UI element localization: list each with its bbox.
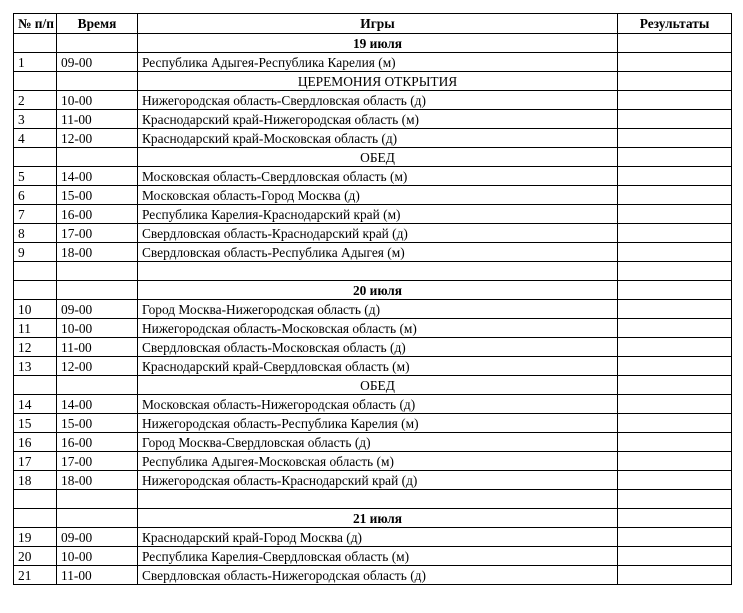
game-time: 14-00 xyxy=(57,395,138,414)
header-games: Игры xyxy=(138,14,618,34)
game-matchup: Республика Карелия-Краснодарский край (м) xyxy=(138,205,618,224)
game-time: 10-00 xyxy=(57,319,138,338)
game-matchup: Свердловская область-Краснодарский край (д) xyxy=(138,224,618,243)
table-row xyxy=(14,338,732,357)
event-label: ЦЕРЕМОНИЯ ОТКРЫТИЯ xyxy=(138,72,618,91)
game-matchup: Краснодарский край-Город Москва (д) xyxy=(138,528,618,547)
table-row xyxy=(14,471,732,490)
empty-cell xyxy=(14,262,57,281)
empty-cell xyxy=(57,509,138,528)
game-matchup: Нижегородская область-Московская область (м) xyxy=(138,319,618,338)
table-row xyxy=(14,452,732,471)
game-result xyxy=(618,205,732,224)
event-label: ОБЕД xyxy=(138,148,618,167)
table-row xyxy=(14,167,732,186)
empty-cell xyxy=(14,34,57,53)
empty-cell xyxy=(618,72,732,91)
game-result xyxy=(618,528,732,547)
game-matchup: Краснодарский край-Московская область (д) xyxy=(138,129,618,148)
event-row xyxy=(14,376,732,395)
empty-cell xyxy=(14,376,57,395)
game-matchup: Свердловская область-Республика Адыгея (м) xyxy=(138,243,618,262)
blank-row xyxy=(14,490,732,509)
empty-cell xyxy=(618,148,732,167)
table-row xyxy=(14,300,732,319)
empty-cell xyxy=(57,490,138,509)
game-number: 21 xyxy=(14,566,57,585)
game-time: 10-00 xyxy=(57,91,138,110)
game-time: 11-00 xyxy=(57,338,138,357)
game-number: 4 xyxy=(14,129,57,148)
game-number: 8 xyxy=(14,224,57,243)
game-time: 15-00 xyxy=(57,186,138,205)
game-result xyxy=(618,452,732,471)
game-time: 18-00 xyxy=(57,243,138,262)
game-result xyxy=(618,91,732,110)
empty-cell xyxy=(57,34,138,53)
game-time: 12-00 xyxy=(57,129,138,148)
table-row xyxy=(14,319,732,338)
game-number: 19 xyxy=(14,528,57,547)
empty-cell xyxy=(14,281,57,300)
table-row xyxy=(14,186,732,205)
game-time: 09-00 xyxy=(57,53,138,72)
empty-cell xyxy=(618,34,732,53)
game-result xyxy=(618,338,732,357)
game-number: 12 xyxy=(14,338,57,357)
day-header-row xyxy=(14,509,732,528)
game-matchup: Московская область-Свердловская область (м) xyxy=(138,167,618,186)
game-result xyxy=(618,471,732,490)
table-row xyxy=(14,53,732,72)
day-label: 21 июля xyxy=(138,509,618,528)
game-number: 9 xyxy=(14,243,57,262)
game-result xyxy=(618,186,732,205)
empty-cell xyxy=(14,509,57,528)
event-row xyxy=(14,72,732,91)
game-matchup: Свердловская область-Московская область (д) xyxy=(138,338,618,357)
game-number: 16 xyxy=(14,433,57,452)
game-number: 6 xyxy=(14,186,57,205)
table-row xyxy=(14,395,732,414)
game-number: 17 xyxy=(14,452,57,471)
empty-cell xyxy=(138,262,618,281)
empty-cell xyxy=(57,281,138,300)
game-number: 3 xyxy=(14,110,57,129)
empty-cell xyxy=(57,148,138,167)
game-result xyxy=(618,300,732,319)
day-label: 19 июля xyxy=(138,34,618,53)
table-row xyxy=(14,224,732,243)
game-number: 2 xyxy=(14,91,57,110)
empty-cell xyxy=(14,490,57,509)
game-result xyxy=(618,224,732,243)
game-time: 12-00 xyxy=(57,357,138,376)
empty-cell xyxy=(618,509,732,528)
game-number: 1 xyxy=(14,53,57,72)
table-row xyxy=(14,205,732,224)
game-time: 18-00 xyxy=(57,471,138,490)
game-number: 14 xyxy=(14,395,57,414)
game-number: 10 xyxy=(14,300,57,319)
game-matchup: Город Москва-Свердловская область (д) xyxy=(138,433,618,452)
game-number: 13 xyxy=(14,357,57,376)
game-matchup: Нижегородская область-Краснодарский край (д) xyxy=(138,471,618,490)
empty-cell xyxy=(618,376,732,395)
table-row xyxy=(14,433,732,452)
empty-cell xyxy=(57,72,138,91)
game-matchup: Свердловская область-Нижегородская область (д) xyxy=(138,566,618,585)
game-time: 09-00 xyxy=(57,300,138,319)
table-row xyxy=(14,547,732,566)
game-result xyxy=(618,566,732,585)
header-results: Результаты xyxy=(618,14,732,34)
game-time: 09-00 xyxy=(57,528,138,547)
table-row xyxy=(14,110,732,129)
header-time: Время xyxy=(57,14,138,34)
day-header-row xyxy=(14,281,732,300)
table-row xyxy=(14,357,732,376)
game-matchup: Краснодарский край-Нижегородская область (м) xyxy=(138,110,618,129)
game-matchup: Республика Адыгея-Республика Карелия (м) xyxy=(138,53,618,72)
table-row xyxy=(14,414,732,433)
schedule-body xyxy=(14,34,732,585)
day-header-row xyxy=(14,34,732,53)
game-time: 10-00 xyxy=(57,547,138,566)
table-row xyxy=(14,528,732,547)
event-row xyxy=(14,148,732,167)
game-number: 11 xyxy=(14,319,57,338)
game-result xyxy=(618,129,732,148)
table-row xyxy=(14,566,732,585)
game-time: 14-00 xyxy=(57,167,138,186)
schedule-table xyxy=(13,13,732,585)
game-result xyxy=(618,433,732,452)
game-time: 11-00 xyxy=(57,566,138,585)
game-matchup: Нижегородская область-Свердловская область (д) xyxy=(138,91,618,110)
game-number: 7 xyxy=(14,205,57,224)
empty-cell xyxy=(138,490,618,509)
game-number: 20 xyxy=(14,547,57,566)
table-row xyxy=(14,91,732,110)
game-result xyxy=(618,243,732,262)
game-result xyxy=(618,547,732,566)
game-result xyxy=(618,53,732,72)
game-matchup: Московская область-Город Москва (д) xyxy=(138,186,618,205)
game-result xyxy=(618,395,732,414)
game-matchup: Московская область-Нижегородская область (д) xyxy=(138,395,618,414)
empty-cell xyxy=(57,262,138,281)
game-matchup: Город Москва-Нижегородская область (д) xyxy=(138,300,618,319)
table-row xyxy=(14,129,732,148)
game-time: 17-00 xyxy=(57,224,138,243)
game-result xyxy=(618,357,732,376)
table-row xyxy=(14,243,732,262)
game-matchup: Республика Адыгея-Московская область (м) xyxy=(138,452,618,471)
game-number: 15 xyxy=(14,414,57,433)
header-num: № п/п xyxy=(14,14,57,34)
game-result xyxy=(618,319,732,338)
blank-row xyxy=(14,262,732,281)
empty-cell xyxy=(618,281,732,300)
game-result xyxy=(618,167,732,186)
game-number: 18 xyxy=(14,471,57,490)
game-result xyxy=(618,110,732,129)
empty-cell xyxy=(618,490,732,509)
empty-cell xyxy=(618,262,732,281)
game-time: 16-00 xyxy=(57,433,138,452)
header-row xyxy=(14,14,732,34)
game-matchup: Нижегородская область-Республика Карелия (м) xyxy=(138,414,618,433)
event-label: ОБЕД xyxy=(138,376,618,395)
empty-cell xyxy=(14,148,57,167)
game-result xyxy=(618,414,732,433)
game-matchup: Республика Карелия-Свердловская область (м) xyxy=(138,547,618,566)
empty-cell xyxy=(14,72,57,91)
day-label: 20 июля xyxy=(138,281,618,300)
game-matchup: Краснодарский край-Свердловская область (м) xyxy=(138,357,618,376)
game-time: 15-00 xyxy=(57,414,138,433)
game-time: 11-00 xyxy=(57,110,138,129)
game-time: 16-00 xyxy=(57,205,138,224)
empty-cell xyxy=(57,376,138,395)
game-number: 5 xyxy=(14,167,57,186)
game-time: 17-00 xyxy=(57,452,138,471)
